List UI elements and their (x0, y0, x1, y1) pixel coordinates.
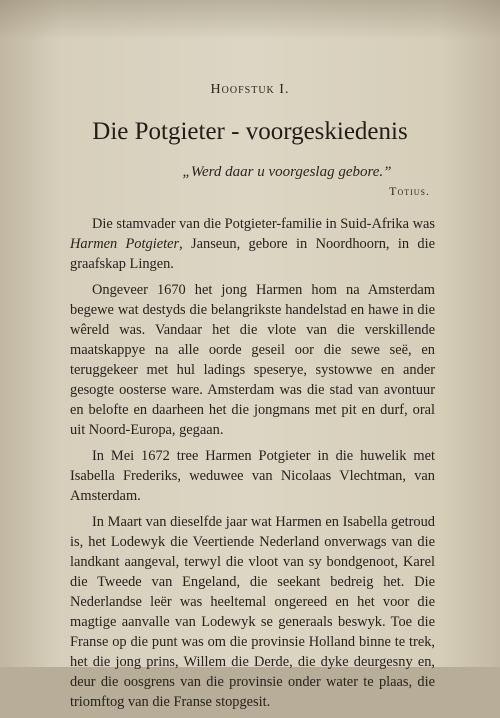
paragraph-text: Die stamvader van die Potgieter-familie in Suid-Afrika was (92, 216, 435, 232)
paragraph: In Mei 1672 tree Harmen Potgieter in die huwelik met Isabella Frederiks, weduwee van Nicolaas Vlechtman, van Amsterdam. (70, 448, 435, 504)
chapter-title: Die Potgieter - voorgeskiedenis (92, 118, 408, 145)
page-shadow (0, 0, 500, 40)
paragraph: Ongeveer 1670 het jong Harmen hom na Amsterdam begewe wat destyds die belangrikste handelstad en hawe in die wêreld was. Vandaar het die vlote van die verskillende maatskappye na alle oorde geseil oor die sewe seë, en teruggekeer met hul ladings speserye, systowwe en ander gesogte oosterse ware. Amsterdam was die stad van avontuur en belofte en daarheen het die jongmans met pit en durf, oral uit Noord-Europa, gegaan. (70, 282, 435, 438)
chapter-label: Hoofstuk I. (210, 82, 290, 97)
paragraph-text: , Janseun, gebore in Noordhoorn, in die graafskap Lingen. (70, 236, 436, 272)
paragraph (70, 214, 435, 274)
name-italic: Harmen Potgieter (70, 236, 180, 252)
paragraph: In Maart van dieselfde jaar wat Harmen en Isabella getroud is, het Lodewyk die Veertiende Nederland onverwags van die landkant aangeval, terwyl die vloot van sy bondgenoot, Karel die Tweede van Engeland, die seekant bedreig het. Die Nederlandse leër was heeltemal ongereed en het voor die magtige aanvalle van Lodewyk se generaals beswyk. Toe die Franse op die punt was om die provinsie Holland binne te trek, het die jong prins, Willem die Derde, die dyke deurgesny en, deur die oosgrens van die provinsie onder water te plaas, die triomftog van die Franse stopgesit. (70, 514, 435, 710)
epigraph-attribution: Totius. (389, 184, 430, 198)
epigraph-quote: „Werd daar u voorgeslag gebore.” (182, 164, 392, 180)
body-text (70, 214, 435, 718)
